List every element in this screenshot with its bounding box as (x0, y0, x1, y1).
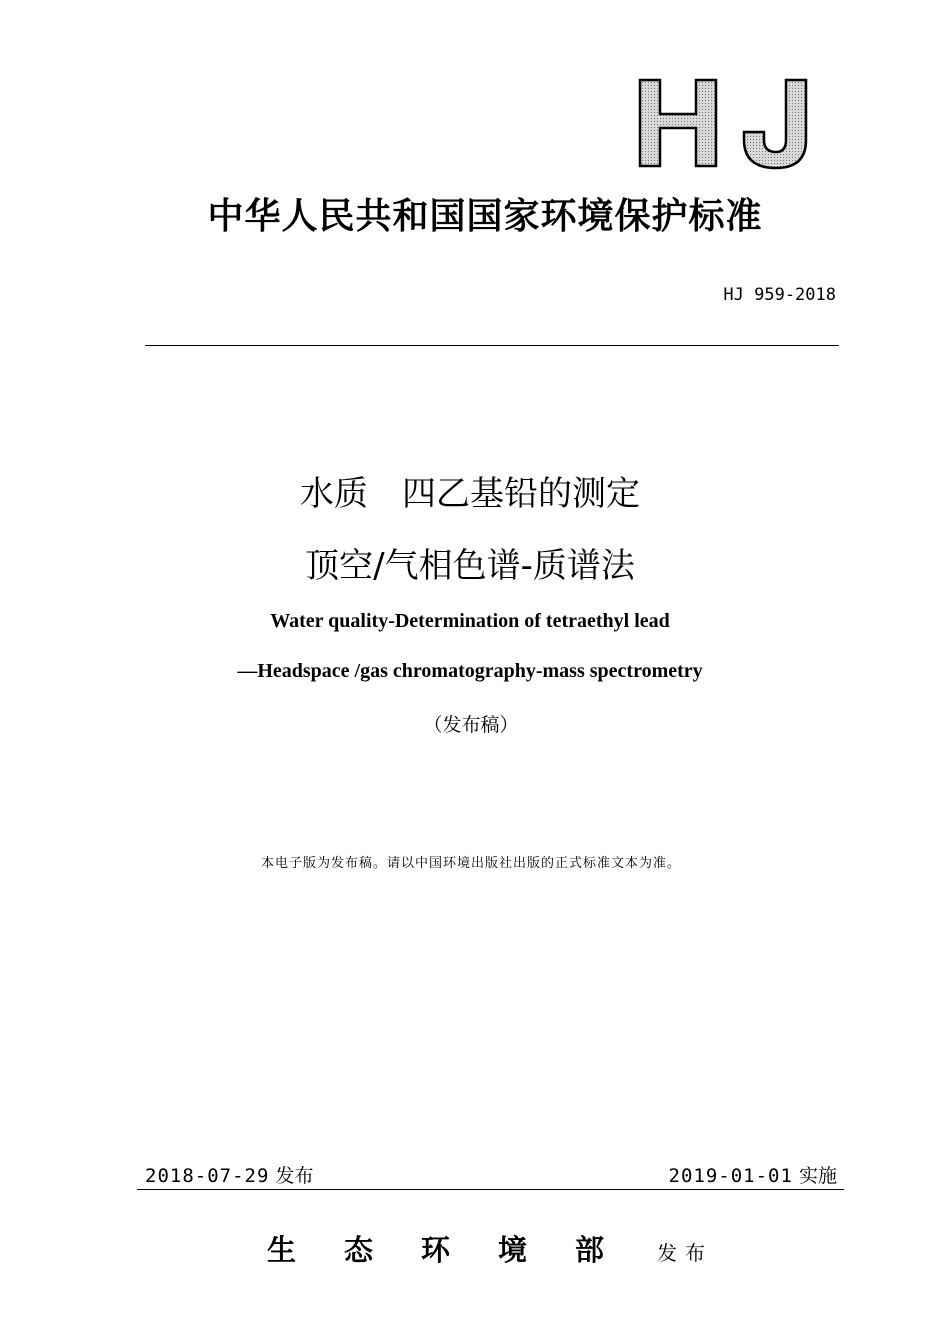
organization-title: 中华人民共和国国家环境保护标准 (207, 195, 763, 237)
bottom-divider (137, 1189, 844, 1190)
hj-logo (636, 70, 816, 175)
effective-label: 实施 (798, 1165, 837, 1187)
issue-date-block (145, 1161, 313, 1188)
release-status: （发布稿） (423, 714, 519, 736)
title-en-line1: Water quality-Determination of tetraethyl lead (270, 610, 670, 632)
edition-notice: 本电子版为发布稿。请以中国环境出版社出版的正式标准文本为准。 (260, 856, 681, 871)
top-divider (145, 345, 839, 346)
issue-label: 发布 (275, 1165, 314, 1187)
title-en-line2: —Headspace /gas chromatography-mass spectrometry (237, 660, 703, 682)
logo-letter-j (744, 80, 806, 168)
standard-number: HJ 959-2018 (723, 285, 836, 305)
logo-letter-h (640, 80, 716, 166)
publisher-suffix: 发布 (657, 1241, 714, 1265)
issue-date: 2018-07-29 (145, 1165, 270, 1187)
effective-date-block (669, 1161, 837, 1188)
publisher-line (0, 1228, 950, 1269)
title-cn-line2: 顶空/气相色谱-质谱法 (305, 546, 635, 586)
title-cn-line1: 水质 四乙基铅的测定 (300, 474, 640, 514)
publisher-name: 生态环境部 (266, 1233, 652, 1267)
effective-date: 2019-01-01 (668, 1165, 793, 1187)
